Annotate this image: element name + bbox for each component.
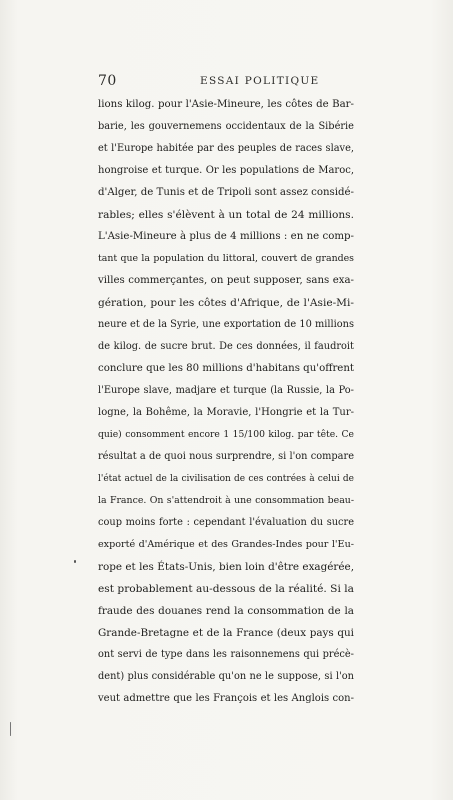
- text-line: lions kilog. pour l'Asie-Mineure, les côtes de Bar-: [98, 99, 354, 110]
- text-line: rope et les États-Unis, bien loin d'être exagérée,: [98, 561, 354, 573]
- text-line: dent) plus considérable qu'on ne le suppose, si l'on: [98, 671, 354, 682]
- running-head: ESSAI POLITIQUE: [200, 75, 320, 87]
- page-header: [98, 73, 354, 89]
- text-line: résultat a de quoi nous surprendre, si l'on compare: [98, 451, 354, 462]
- text-line: est probablement au-dessous de la réalité. Si la: [98, 583, 354, 595]
- text-line: quie) consomment encore 1 15/100 kilog. par tête. Ce: [98, 429, 354, 440]
- text-line: gération, pour les côtes d'Afrique, de l'Asie-Mi-: [98, 297, 354, 309]
- body-text: [98, 94, 354, 710]
- text-line: Grande-Bretagne et de la France (deux pays qui: [98, 627, 354, 639]
- text-line: et l'Europe habitée par des peuples de races slave,: [98, 143, 354, 154]
- text-line: d'Alger, de Tunis et de Tripoli sont assez considé-: [98, 187, 354, 198]
- text-line: conclure que les 80 millions d'habitans qu'offrent: [98, 363, 354, 374]
- text-line: rables; elles s'élèvent à un total de 24 millions.: [98, 209, 354, 221]
- text-line: villes commerçantes, on peut supposer, sans exa-: [98, 275, 354, 286]
- text-line: logne, la Bohême, la Moravie, l'Hongrie et la Tur-: [98, 407, 354, 418]
- text-line: la France. On s'attendroit à une consommation beau-: [98, 495, 354, 506]
- text-line: neure et de la Syrie, une exportation de 10 millions: [98, 319, 354, 330]
- text-line: coup moins forte : cependant l'évaluation du sucre: [98, 517, 354, 528]
- text-line: hongroise et turque. Or les populations de Maroc,: [98, 165, 354, 176]
- text-line: barie, les gouvernemens occidentaux de la Sibérie: [98, 121, 354, 132]
- page-number: 70: [98, 73, 117, 89]
- text-line: l'état actuel de la civilisation de ces contrées à celui de: [98, 474, 354, 484]
- text-line: de kilog. de sucre brut. De ces données, il faudroit: [98, 341, 354, 352]
- paper-speck: [74, 560, 76, 563]
- paper-speck: [10, 722, 11, 736]
- text-line: tant que la population du littoral, couvert de grandes: [98, 253, 354, 264]
- text-line: exporté d'Amérique et des Grandes-Indes pour l'Eu-: [98, 539, 354, 550]
- text-line: veut admettre que les François et les Anglois con-: [98, 693, 354, 704]
- text-line: fraude des douanes rend la consommation de la: [98, 605, 354, 617]
- text-line: ont servi de type dans les raisonnemens qui précè-: [98, 649, 354, 660]
- text-line: l'Europe slave, madjare et turque (la Russie, la Po-: [98, 385, 354, 396]
- text-line: L'Asie-Mineure à plus de 4 millions : en ne comp-: [98, 231, 354, 242]
